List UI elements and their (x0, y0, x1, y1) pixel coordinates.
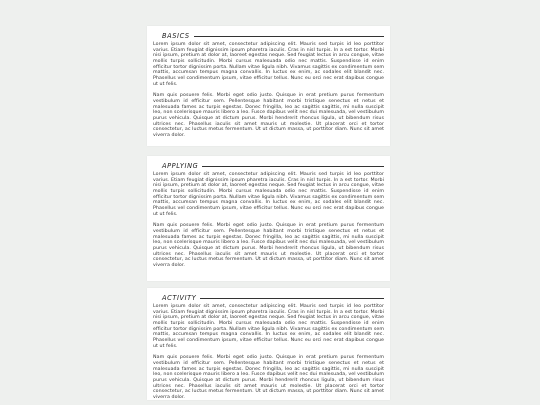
heading-rule (194, 36, 384, 37)
section-applying (147, 156, 390, 281)
heading-rule (202, 166, 384, 167)
section-heading-row (153, 293, 384, 303)
section-paragraph: Nam quis posuere felis. Morbi eget odio justo. Quisque in erat pretium purus fermentum vestibulum id efficitur sem. Pellentesque habitant morbi tristique senectus et netus et malesuada fames ac turpis egestas. Donec fringilla, leo ac sagittis sagittis, mi nulla suscipit leo, non scelerisque mauris libero a leo. Fusce dapibus velit nec dui malesuada, vel vestibulum purus vehicula. Quisque at dictum purus. Morbi hendrerit rhoncus ligula, ut bibendum risus ultrices nec. Phasellus iaculis sit amet mauris ut molestie. Ut placerat orci et tortor consectetur, ac luctus metus fermentum. Ut ut dictum massa, ut porttitor diam. Nunc sit amet viverra dolor. (153, 355, 384, 400)
section-heading: APPLYING (162, 162, 199, 170)
section-paragraph: Nam quis posuere felis. Morbi eget odio justo. Quisque in erat pretium purus fermentum vestibulum id efficitur sem. Pellentesque habitant morbi tristique senectus et netus et malesuada fames ac turpis egestas. Donec fringilla, leo ac sagittis sagittis, mi nulla suscipit leo, non scelerisque mauris libero a leo. Fusce dapibus velit nec dui malesuada, vel vestibulum purus vehicula. Quisque at dictum purus. Morbi hendrerit rhoncus ligula, ut bibendum risus ultrices nec. Phasellus iaculis sit amet mauris ut molestie. Ut placerat orci et tortor consectetur, ac luctus metus fermentum. Ut ut dictum massa, ut porttitor diam. Nunc sit amet viverra dolor. (153, 223, 384, 268)
section-paragraph: Lorem ipsum dolor sit amet, consectetur adipiscing elit. Mauris sed turpis id leo porttitor varius. Etiam feugiat dignissim ipsum pharetra iaculis. Cras in nisl turpis. In a est tortor. Morbi nisi ipsum, pretium at dolor at, laoreet egestas neque. Sed feugiat lectus in arcu congue, vitae mollis turpis sollicitudin. Morbi cursus malesuada odio nec mattis. Suspendisse id enim efficitur tortor dignissim porta. Nullam vitae ligula nibh. Vivamus sagittis ex condimentum sem mattis, accumsan tempus magna convallis. In luctus ex enim, ac sodales elit blandit nec. Phasellus vel condimentum ipsum, vitae efficitur tellus. Nunc eu orci nec erat dapibus congue ut ut felis. (153, 304, 384, 349)
section-heading-row (153, 31, 384, 41)
section-paragraph: Nam quis posuere felis. Morbi eget odio justo. Quisque in erat pretium purus fermentum vestibulum id efficitur sem. Pellentesque habitant morbi tristique senectus et netus et malesuada fames ac turpis egestas. Donec fringilla, leo ac sagittis sagittis, mi nulla suscipit leo, non scelerisque mauris libero a leo. Fusce dapibus velit nec dui malesuada, vel vestibulum purus vehicula. Quisque at dictum purus. Morbi hendrerit rhoncus ligula, ut bibendum risus ultrices nec. Phasellus iaculis sit amet mauris ut molestie. Ut placerat orci et tortor consectetur, ac luctus metus fermentum. Ut ut dictum massa, ut porttitor diam. Nunc sit amet viverra dolor. (153, 93, 384, 138)
section-heading-row (153, 161, 384, 171)
section-heading: ACTIVITY (162, 294, 197, 302)
section-heading: BASICS (162, 32, 190, 40)
heading-rule (200, 298, 384, 299)
section-basics (147, 26, 390, 146)
section-activity (147, 288, 390, 400)
section-paragraph: Lorem ipsum dolor sit amet, consectetur adipiscing elit. Mauris sed turpis id leo porttitor varius. Etiam feugiat dignissim ipsum pharetra iaculis. Cras in nisl turpis. In a est tortor. Morbi nisi ipsum, pretium at dolor at, laoreet egestas neque. Sed feugiat lectus in arcu congue, vitae mollis turpis sollicitudin. Morbi cursus malesuada odio nec mattis. Suspendisse id enim efficitur tortor dignissim porta. Nullam vitae ligula nibh. Vivamus sagittis ex condimentum sem mattis, accumsan tempus magna convallis. In luctus ex enim, ac sodales elit blandit nec. Phasellus vel condimentum ipsum, vitae efficitur tellus. Nunc eu orci nec erat dapibus congue ut ut felis. (153, 172, 384, 217)
section-paragraph: Lorem ipsum dolor sit amet, consectetur adipiscing elit. Mauris sed turpis id leo porttitor varius. Etiam feugiat dignissim ipsum pharetra iaculis. Cras in nisl turpis. In a est tortor. Morbi nisi ipsum, pretium at dolor at, laoreet egestas neque. Sed feugiat lectus in arcu congue, vitae mollis turpis sollicitudin. Morbi cursus malesuada odio nec mattis. Suspendisse id enim efficitur tortor dignissim porta. Nullam vitae ligula nibh. Vivamus sagittis ex condimentum sem mattis, accumsan tempus magna convallis. In luctus ex enim, ac sodales elit blandit nec. Phasellus vel condimentum ipsum, vitae efficitur tellus. Nunc eu orci nec erat dapibus congue ut ut felis. (153, 42, 384, 87)
